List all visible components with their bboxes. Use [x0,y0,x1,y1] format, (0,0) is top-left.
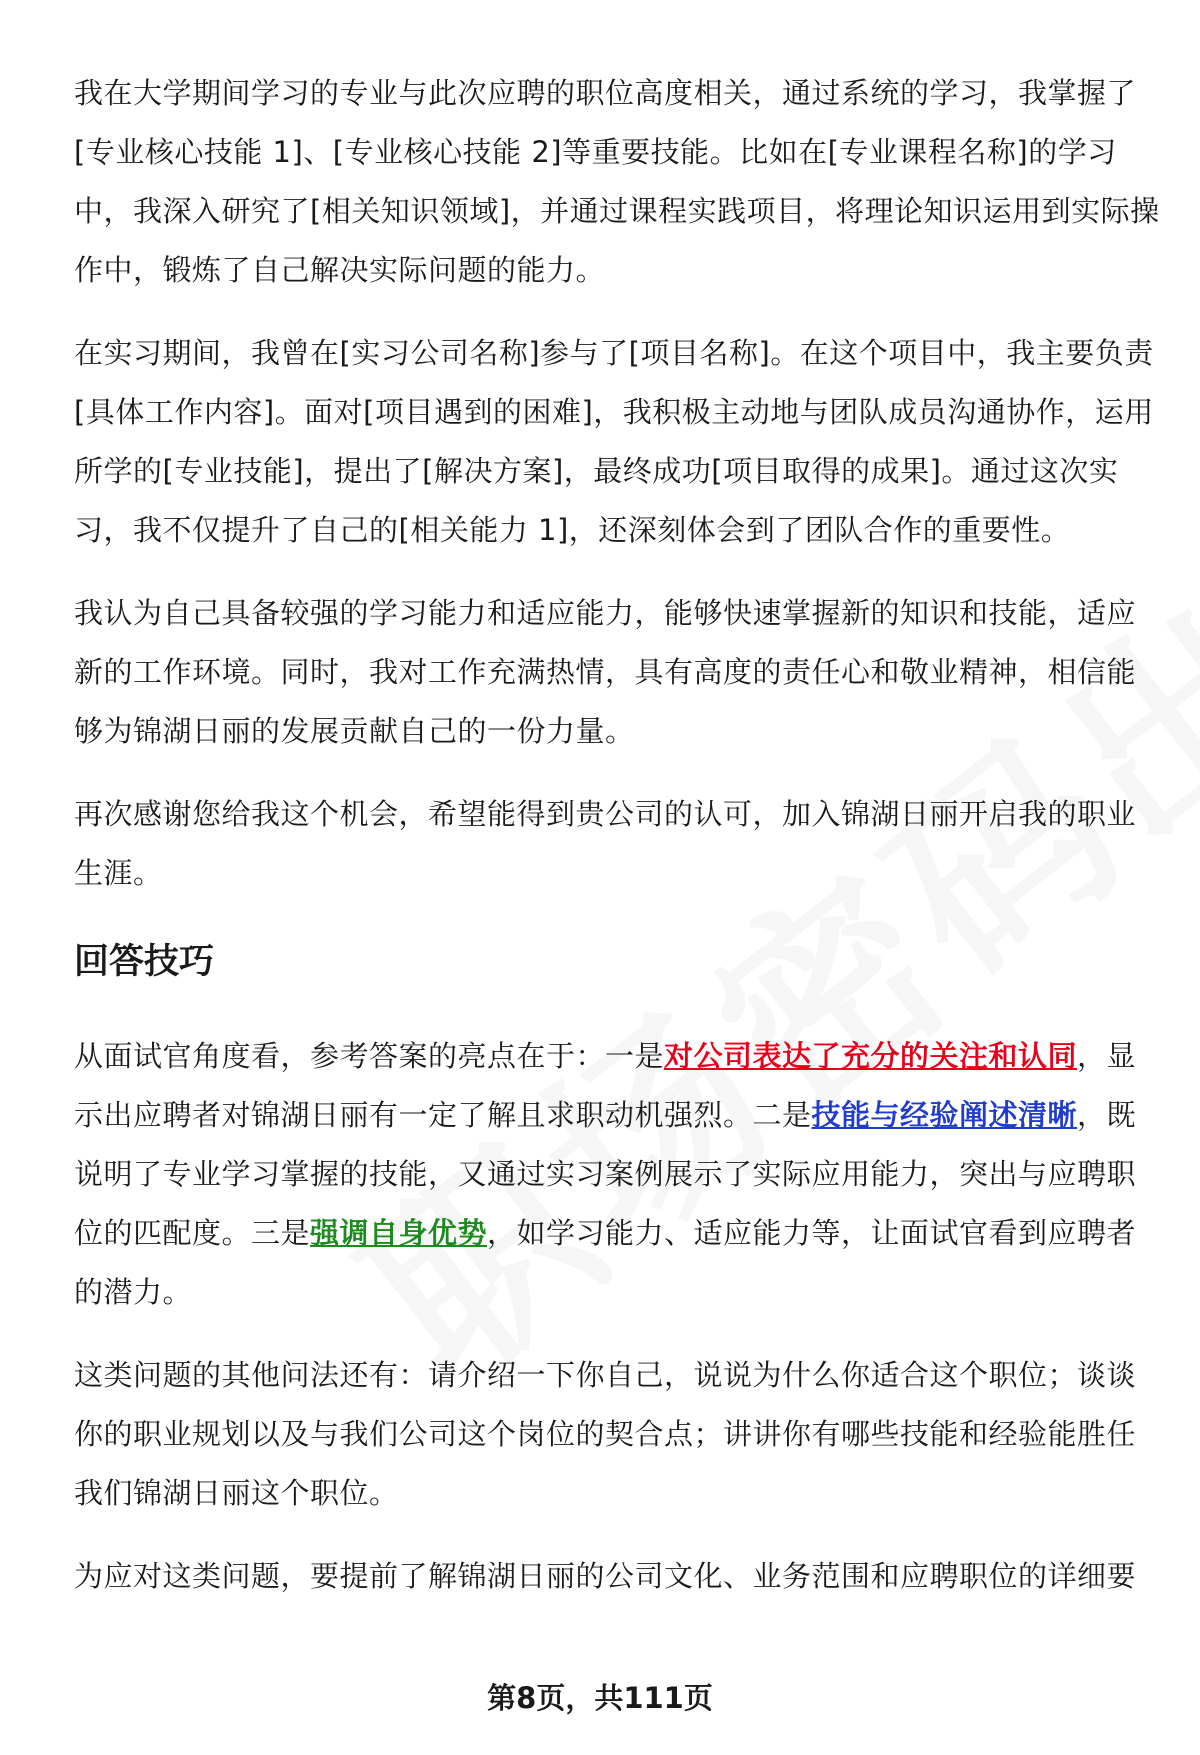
paragraph-thanks: 再次感谢您给我这个机会，希望能得到贵公司的认可，加入锦湖日丽开启我的职业生涯。 [74,797,1137,890]
highlight-green: 强调自身优势 [310,1216,488,1250]
paragraph-major: 我在大学期间学习的专业与此次应聘的职位高度相关，通过系统的学习，我掌握了[专业核心技能 1]、[专业核心技能 2]等重要技能。比如在[专业课程名称]的学习中，我深入研究了[相关知识领域]，并通过课程实践项目，将理论知识运用到实际操作中，锻炼了自己解决实际问题的能力。 [74,76,1160,287]
tips-text-2: ，显示出应聘者对锦湖日丽有一定了解且求职动机强烈。二是 [74,1039,1137,1132]
document-body [74,64,1164,1630]
paragraph-preparation: 为应对这类问题，要提前了解锦湖日丽的公司文化、业务范围和应聘职位的详细要 [74,1559,1137,1593]
page-number: 第8页，共111页 [487,1681,713,1715]
paragraph-strengths: 我认为自己具备较强的学习能力和适应能力，能够快速掌握新的知识和技能，适应新的工作环境。同时，我对工作充满热情，具有高度的责任心和敬业精神，相信能够为锦湖日丽的发展贡献自己的一份力量。 [74,596,1137,748]
highlight-red: 对公司表达了充分的关注和认同 [664,1039,1078,1073]
paragraph-internship: 在实习期间，我曾在[实习公司名称]参与了[项目名称]。在这个项目中，我主要负责[具体工作内容]。面对[项目遇到的困难]，我积极主动地与团队成员沟通协作，运用所学的[专业技能]，提出了[解决方案]，最终成功[项目取得的成果]。通过这次实习，我不仅提升了自己的[相关能力 1]，还深刻体会到了团队合作的重要性。 [74,336,1154,547]
paragraph-tips [74,1027,1164,1322]
section-heading: 回答技巧 [74,942,215,982]
paragraph-alternatives: 这类问题的其他问法还有：请介绍一下你自己，说说为什么你适合这个职位；谈谈你的职业规划以及与我们公司这个岗位的契合点；讲讲你有哪些技能和经验能胜任我们锦湖日丽这个职位。 [74,1358,1137,1510]
tips-text-3: ，既说明了专业学习掌握的技能，又通过实习案例展示了实际应用能力，突出与应聘职位的匹配度。三是 [74,1098,1137,1250]
tips-text-1: 从面试官角度看，参考答案的亮点在于：一是 [74,1039,665,1073]
highlight-blue: 技能与经验阐述清晰 [811,1098,1078,1132]
tips-text-4: ，如学习能力、适应能力等，让面试官看到应聘者的潜力。 [74,1216,1137,1309]
